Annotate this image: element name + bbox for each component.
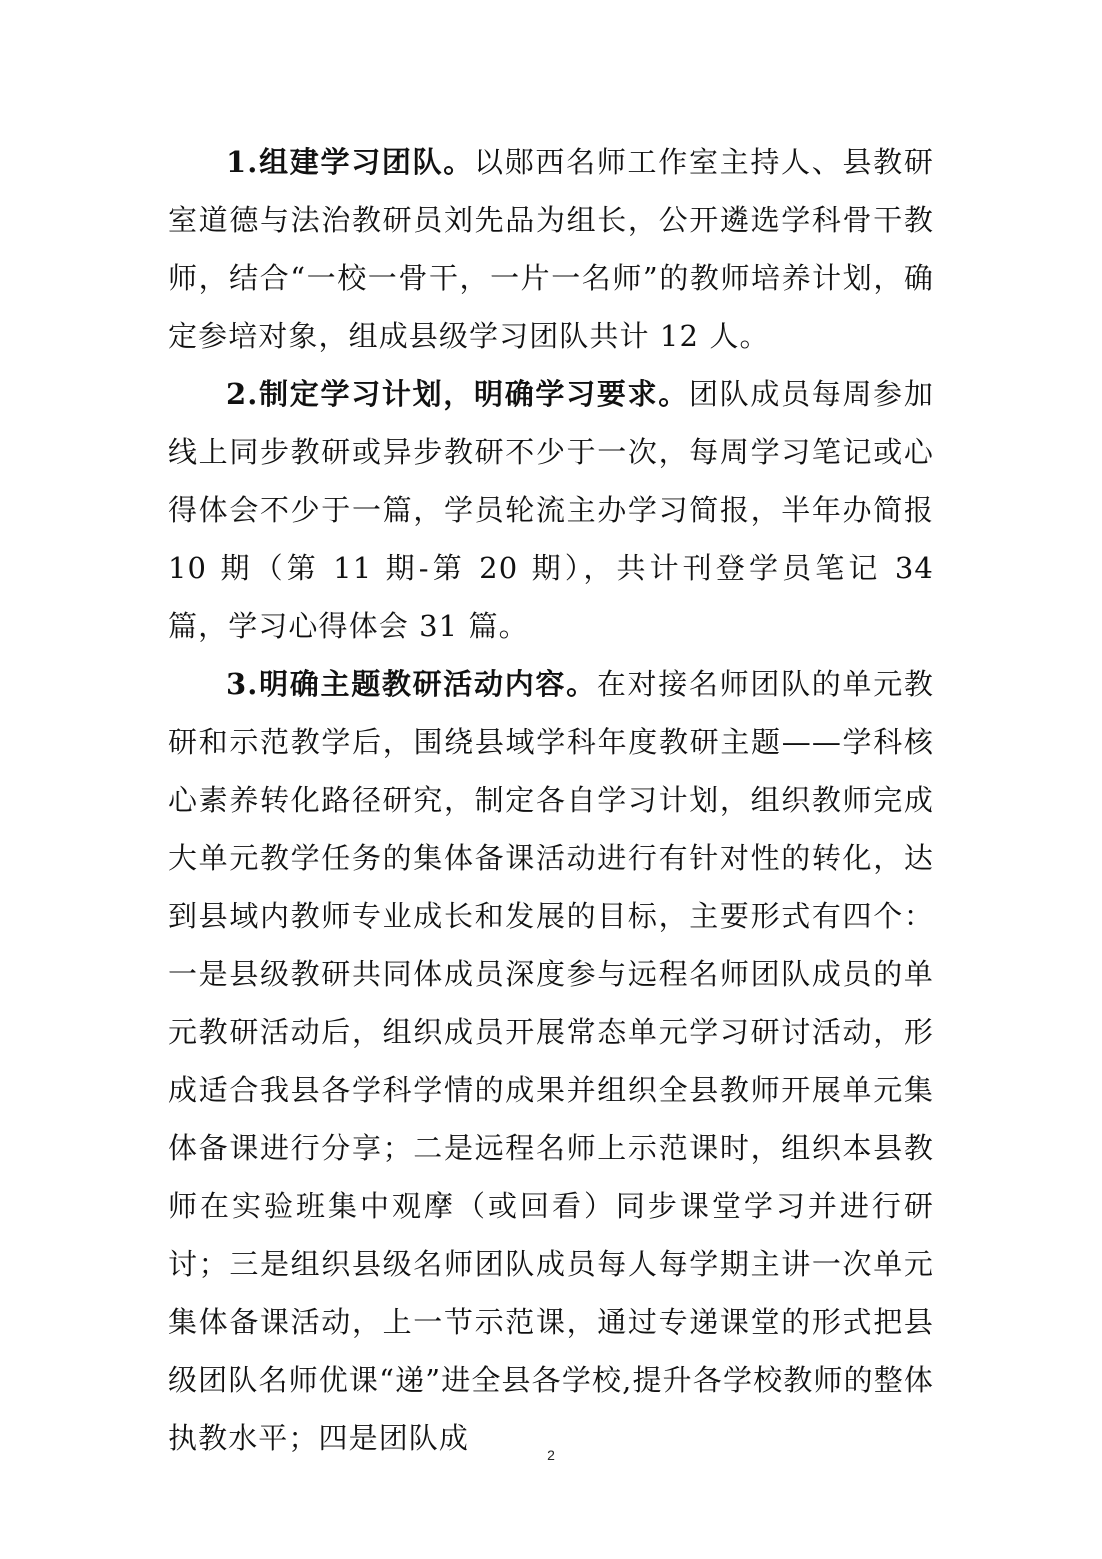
paragraph-1 xyxy=(168,133,934,365)
paragraph-3 xyxy=(168,655,934,1467)
paragraph-1-body: 以郧西名师工作室主持人、县教研室道德与法治教研员刘先品为组长，公开遴选学科骨干教师，结合“一校一骨干，一片一名师”的教师培养计划，确定参培对象，组成县级学习团队共计 12 人。 xyxy=(168,145,934,353)
paragraph-2-body: 团队成员每周参加线上同步教研或异步教研不少于一次，每周学习笔记或心得体会不少于一篇，学员轮流主办学习简报，半年办简报 10 期（第 11 期-第 20 期），共计刊登学员笔记 34 篇，学习心得体会 31 篇。 xyxy=(168,377,934,643)
paragraph-3-heading: 3.明确主题教研活动内容。 xyxy=(226,667,597,701)
body-text xyxy=(168,133,934,1467)
paragraph-3-body: 在对接名师团队的单元教研和示范教学后，围绕县域学科年度教研主题——学科核心素养转化路径研究，制定各自学习计划，组织教师完成大单元教学任务的集体备课活动进行有针对性的转化，达到县域内教师专业成长和发展的目标，主要形式有四个：一是县级教研共同体成员深度参与远程名师团队成员的单元教研活动后，组织成员开展常态单元学习研讨活动，形成适合我县各学科学情的成果并组织全县教师开展单元集体备课进行分享；二是远程名师上示范课时，组织本县教师在实验班集中观摩（或回看）同步课堂学习并进行研讨；三是组织县级名师团队成员每人每学期主讲一次单元集体备课活动，上一节示范课，通过专递课堂的形式把县级团队名师优课“递”进全县各学校,提升各学校教师的整体执教水平；四是团队成 xyxy=(168,667,934,1455)
page-number: 2 xyxy=(547,1447,555,1463)
paragraph-2 xyxy=(168,365,934,655)
paragraph-2-heading: 2.制定学习计划，明确学习要求。 xyxy=(226,377,689,411)
paragraph-1-heading: 1.组建学习团队。 xyxy=(226,145,475,179)
